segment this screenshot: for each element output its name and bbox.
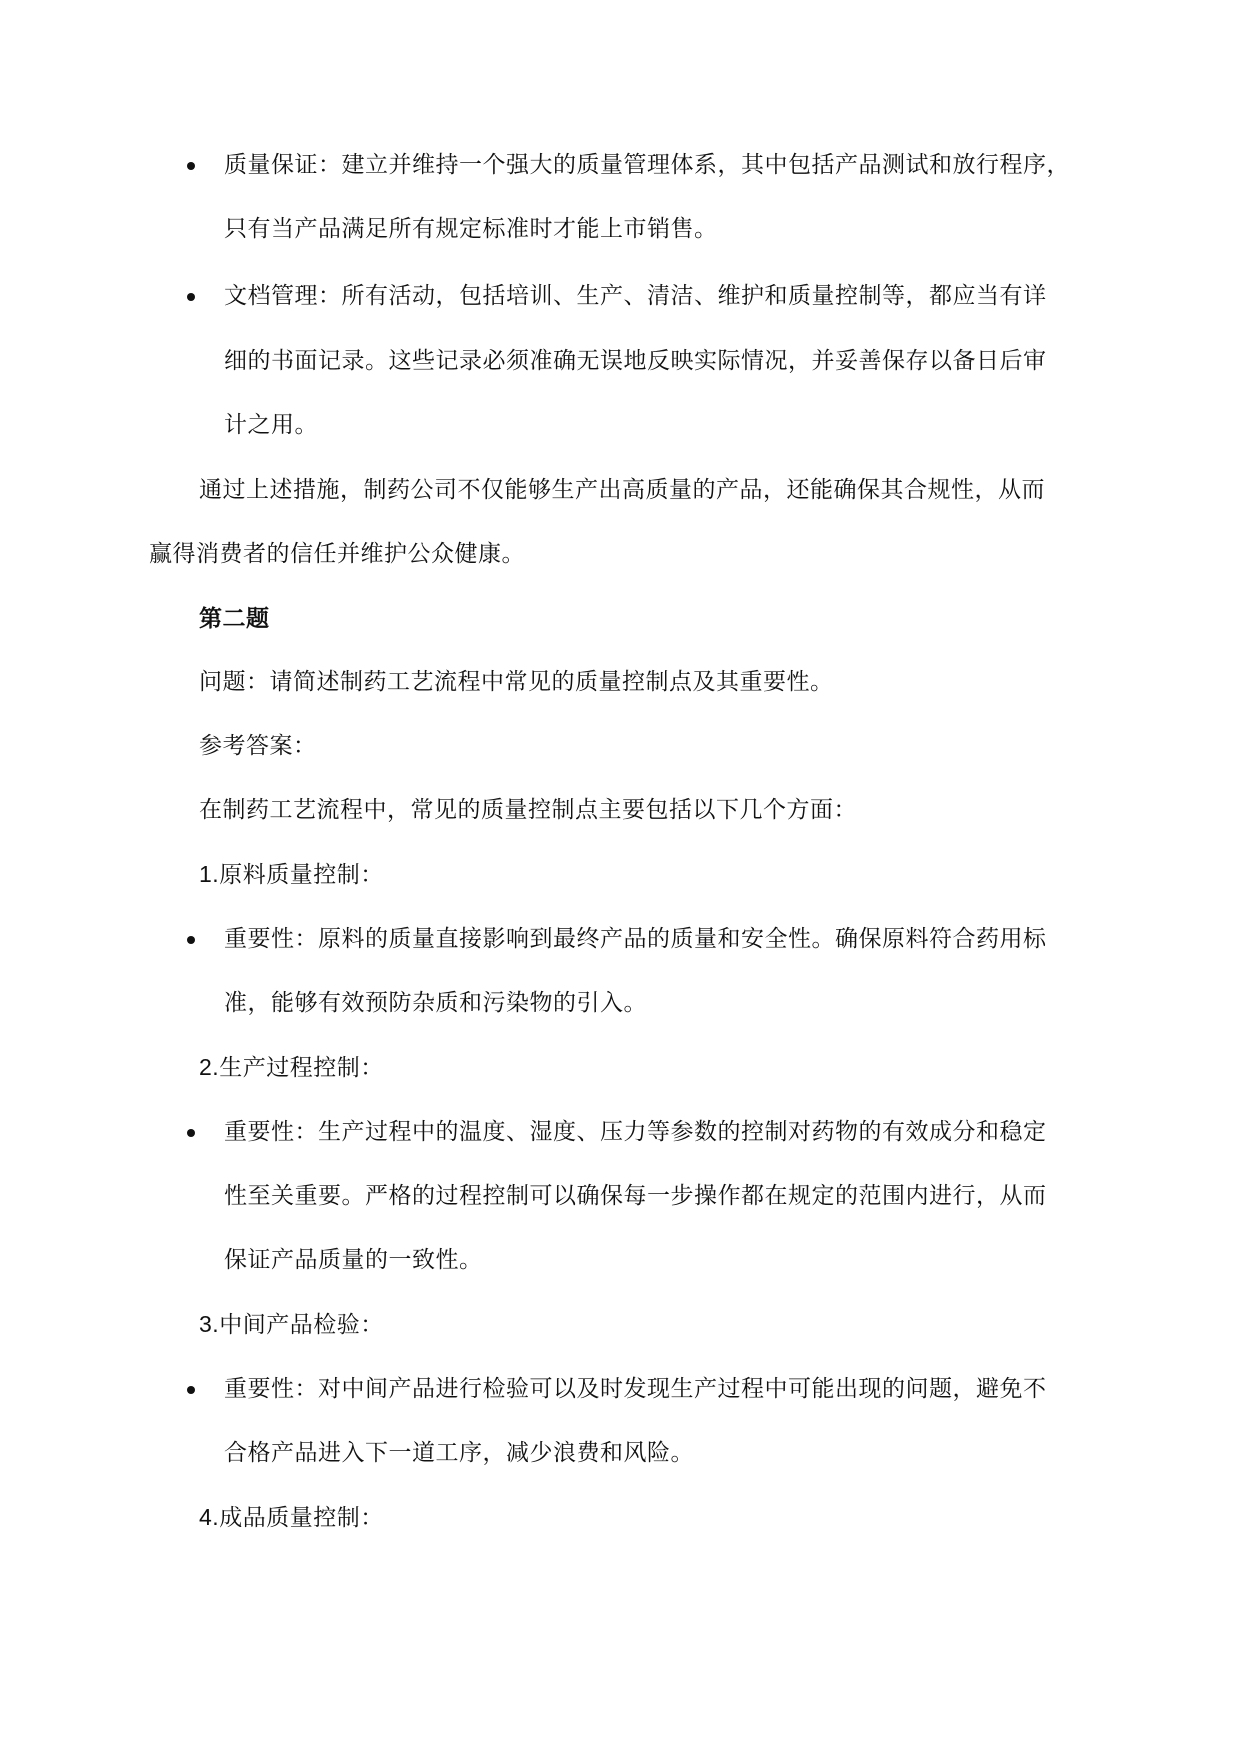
section-3-bullet-line2: 合格产品进入下一道工序，减少浪费和风险。: [224, 1440, 694, 1466]
bullet-text: ：所有活动，包括培训、生产、清洁、维护和质量控制等，都应当有详: [318, 283, 1047, 309]
bullet-icon: [187, 1129, 195, 1137]
section-3-title: [199, 1308, 384, 1341]
question-text: 问题：请简述制药工艺流程中常见的质量控制点及其重要性。: [199, 669, 834, 695]
bullet-label: 重要性: [224, 1119, 295, 1145]
paragraph-line2: 赢得消费者的信任并维护公众健康。: [149, 541, 525, 567]
section-number: 3.: [199, 1311, 220, 1337]
section-1-bullet-line1: [224, 923, 1047, 955]
section-number: 1.: [199, 861, 220, 887]
section-heading: 第二题: [199, 606, 270, 632]
section-2-bullet-line2: 性至关重要。严格的过程控制可以确保每一步操作都在规定的范围内进行，从而: [224, 1183, 1047, 1209]
bullet-label: 重要性: [224, 1376, 295, 1402]
answer-label: 参考答案：: [199, 733, 317, 759]
section-2-bullet-line3: 保证产品质量的一致性。: [224, 1247, 483, 1273]
bullet-text: ：生产过程中的温度、湿度、压力等参数的控制对药物的有效成分和稳定: [294, 1119, 1047, 1145]
bullet-icon: [187, 293, 195, 301]
section-4-title: [199, 1501, 384, 1534]
bullet-documentation-line3: 计之用。: [224, 412, 318, 438]
section-title: 生产过程控制：: [219, 1055, 384, 1081]
section-title: 原料质量控制：: [219, 862, 384, 888]
section-number: 4.: [199, 1504, 220, 1530]
section-number: 2.: [199, 1054, 220, 1080]
bullet-quality-assurance-line1: [224, 149, 1070, 181]
bullet-text: ：建立并维持一个强大的质量管理体系，其中包括产品测试和放行程序，: [318, 152, 1070, 178]
intro-text: 在制药工艺流程中，常见的质量控制点主要包括以下几个方面：: [199, 797, 857, 823]
bullet-icon: [187, 162, 195, 170]
section-3-bullet-line1: [224, 1373, 1047, 1405]
bullet-documentation-line1: [224, 280, 1047, 312]
bullet-text: ：对中间产品进行检验可以及时发现生产过程中可能出现的问题，避免不: [294, 1376, 1047, 1402]
section-2-title: [199, 1051, 384, 1084]
bullet-quality-assurance-line2: 只有当产品满足所有规定标准时才能上市销售。: [224, 216, 718, 242]
bullet-text: ：原料的质量直接影响到最终产品的质量和安全性。确保原料符合药用标: [294, 926, 1047, 952]
section-1-title: [199, 858, 384, 891]
section-2-bullet-line1: [224, 1116, 1047, 1148]
bullet-icon: [187, 1386, 195, 1394]
section-1-bullet-line2: 准，能够有效预防杂质和污染物的引入。: [224, 990, 647, 1016]
bullet-label: 质量保证: [224, 152, 318, 178]
paragraph-line1: 通过上述措施，制药公司不仅能够生产出高质量的产品，还能确保其合规性，从而: [199, 477, 1045, 503]
section-title: 中间产品检验：: [219, 1312, 384, 1338]
bullet-icon: [187, 936, 195, 944]
bullet-label: 重要性: [224, 926, 295, 952]
bullet-label: 文档管理: [224, 283, 318, 309]
bullet-documentation-line2: 细的书面记录。这些记录必须准确无误地反映实际情况，并妥善保存以备日后审: [224, 348, 1047, 374]
section-title: 成品质量控制：: [219, 1505, 384, 1531]
